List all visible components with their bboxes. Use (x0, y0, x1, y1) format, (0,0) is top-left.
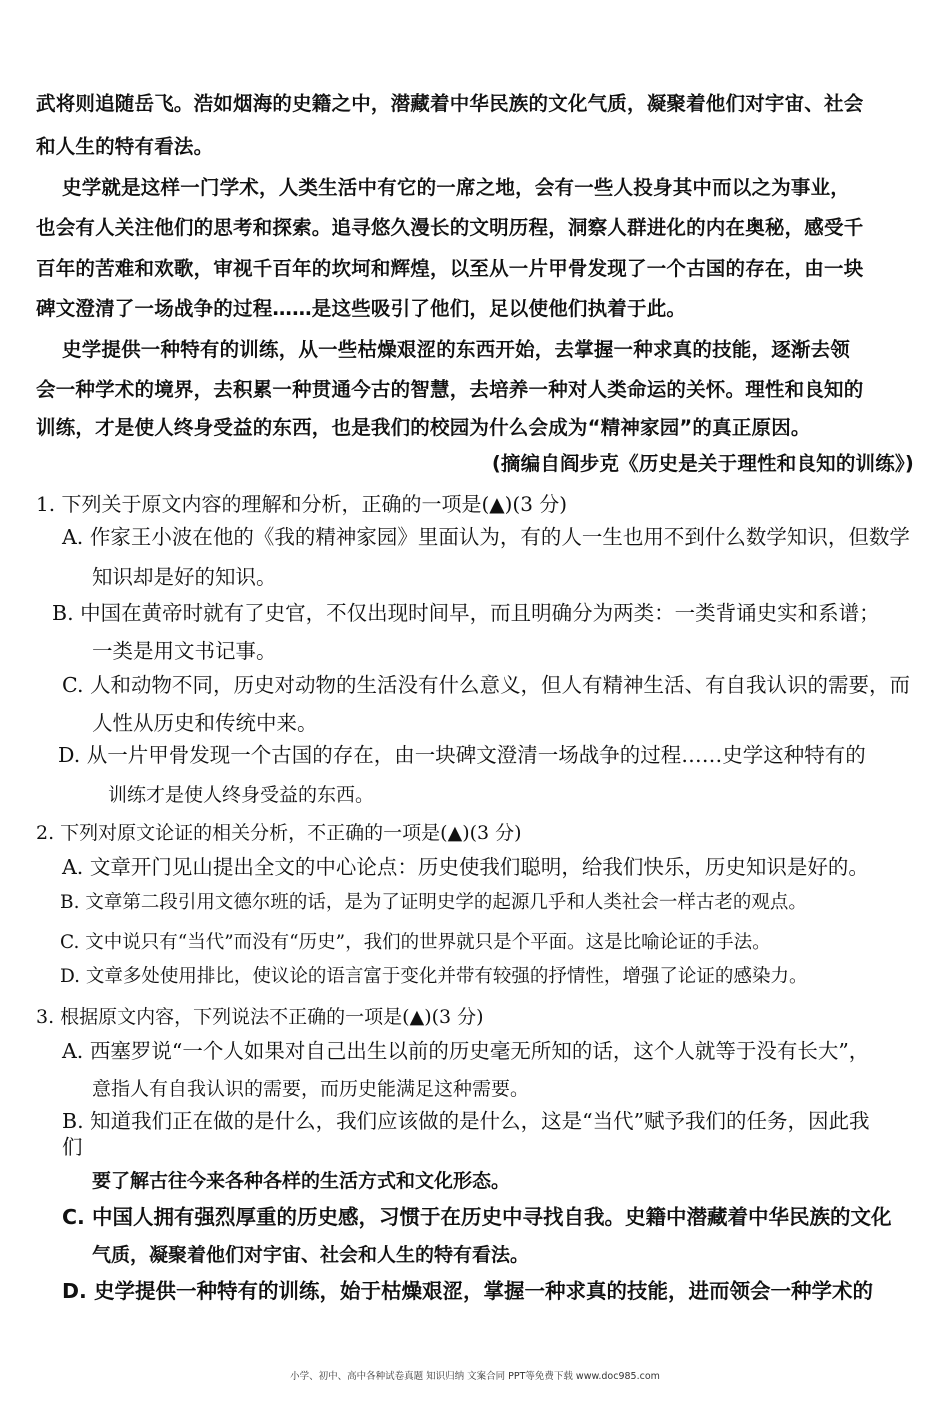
q1-option-d-cont: 训练才是使人终身受益的东西。 (108, 784, 375, 806)
q1-option-a-cont: 知识却是好的知识。 (92, 565, 277, 589)
passage-line: 史学就是这样一门学术，人类生活中有它的一席之地，会有一些人投身其中而以之为事业， (62, 176, 851, 199)
q2-option-d: D. 文章多处使用排比，使议论的语言富于变化并带有较强的抒情性，增强了论证的感染力。 (60, 966, 808, 987)
q3-option-c: C. 中国人拥有强烈厚重的历史感，习惯于在历史中寻找自我。史籍中潜藏着中华民族的文化 (62, 1205, 892, 1229)
q1-option-d: D. 从一片甲骨发现一个古国的存在，由一块碑文澄清一场战争的过程……史学这种特有的 (58, 743, 866, 767)
passage-line: 百年的苦难和欢歌，审视千百年的坎坷和辉煌，以至从一片甲骨发现了一个古国的存在，由一块 (36, 257, 864, 280)
question-2-stem: 2. 下列对原文论证的相关分析，不正确的一项是(▲)(3 分) (36, 822, 522, 844)
passage-source: (摘编自阎步克《历史是关于理性和良知的训练》) (491, 452, 914, 475)
q1-option-c: C. 人和动物不同，历史对动物的生活没有什么意义，但人有精神生活、有自我认识的需要，而 (62, 673, 910, 697)
q3-option-d: D. 史学提供一种特有的训练，始于枯燥艰涩，掌握一种求真的技能，进而领会一种学术的 (62, 1279, 873, 1303)
q2-option-c: C. 文中说只有“当代”而没有“历史”，我们的世界就只是个平面。这是比喻论证的手法。 (60, 932, 771, 953)
q1-option-b-cont: 一类是用文书记事。 (92, 639, 277, 663)
q3-option-b-cont2: 要了解古往今来各种各样的生活方式和文化形态。 (92, 1170, 511, 1192)
q3-option-a-cont: 意指人有自我认识的需要，而历史能满足这种需要。 (92, 1078, 530, 1100)
q1-option-a: A. 作家王小波在他的《我的精神家园》里面认为，有的人一生也用不到什么数学知识，但数学 (62, 525, 910, 549)
q3-option-a: A. 西塞罗说“一个人如果对自己出生以前的历史毫无所知的话，这个人就等于没有长大”， (62, 1039, 870, 1063)
question-3-stem: 3. 根据原文内容，下列说法不正确的一项是(▲)(3 分) (36, 1006, 484, 1028)
page-footer: 小学、初中、高中各种试卷真题 知识归纳 文案合同 PPT等免费下载 www.doc985.com (290, 1371, 660, 1382)
q3-option-b: B. 知道我们正在做的是什么，我们应该做的是什么，这是“当代”赋予我们的任务，因此我 (62, 1109, 870, 1133)
q2-option-b: B. 文章第二段引用文德尔班的话，是为了证明史学的起源几乎和人类社会一样古老的观点。 (60, 892, 807, 913)
passage-line: 和人生的特有看法。 (36, 135, 214, 158)
passage-line: 武将则追随岳飞。浩如烟海的史籍之中，潜藏着中华民族的文化气质，凝聚着他们对宇宙、社会 (36, 92, 864, 115)
q1-option-c-cont: 人性从历史和传统中来。 (92, 711, 318, 735)
q3-option-c-cont: 气质，凝聚着他们对宇宙、社会和人生的特有看法。 (92, 1244, 530, 1266)
question-1-stem: 1. 下列关于原文内容的理解和分析，正确的一项是(▲)(3 分) (36, 492, 568, 516)
passage-line: 也会有人关注他们的思考和探索。追寻悠久漫长的文明历程，洞察人群进化的内在奥秘，感受千 (36, 216, 864, 239)
q2-option-a: A. 文章开门见山提出全文的中心论点：历史使我们聪明，给我们快乐，历史知识是好的。 (62, 855, 869, 879)
passage-line: 训练，才是使人终身受益的东西，也是我们的校园为什么会成为“精神家园”的真正原因。 (36, 416, 811, 439)
q1-option-b: B. 中国在黄帝时就有了史官，不仅出现时间早，而且明确分为两类：一类背诵史实和系谱； (52, 601, 880, 625)
q3-option-b-cont: 们 (62, 1135, 83, 1159)
passage-line: 碑文澄清了一场战争的过程……是这些吸引了他们，足以使他们执着于此。 (36, 297, 687, 320)
passage-line: 会一种学术的境界，去积累一种贯通今古的智慧，去培养一种对人类命运的关怀。理性和良知的 (36, 378, 864, 401)
passage-line: 史学提供一种特有的训练，从一些枯燥艰涩的东西开始，去掌握一种求真的技能，逐渐去领 (62, 338, 851, 361)
